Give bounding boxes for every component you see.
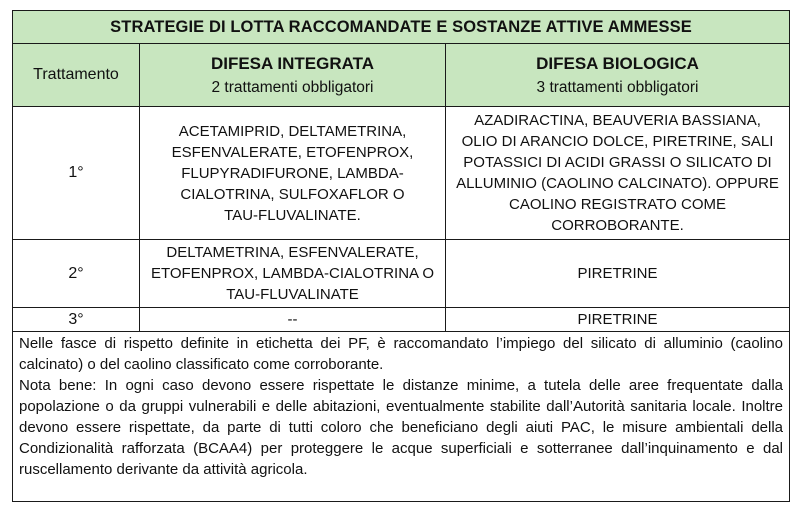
strategies-table-container — [12, 10, 789, 502]
title-row — [13, 11, 790, 44]
table-row — [13, 240, 790, 308]
header-integrata-title: DIFESA INTEGRATA — [210, 53, 375, 73]
header-difesa-biologica — [446, 44, 790, 107]
strategies-table — [12, 10, 790, 502]
notes-row — [13, 332, 790, 502]
trattamento-cell: 2° — [13, 240, 140, 308]
header-biologica-sub: 3 trattamenti obbligatori — [536, 78, 699, 96]
note-paragraph: Nelle fasce di rispetto definite in etichetta dei PF, è raccomandato l’impiego del silicato di alluminio (caolino calcinato) o del caolino classificato come corroborante. — [19, 335, 784, 373]
table-row — [13, 107, 790, 240]
biologica-cell: PIRETRINE — [446, 308, 790, 332]
integrata-cell: DELTAMETRINA, ESFENVALERATE, ETOFENPROX, LAMBDA-CIALOTRINA O TAU-FLUVALINATE — [140, 240, 446, 308]
header-integrata-sub: 2 trattamenti obbligatori — [211, 78, 374, 96]
trattamento-cell: 1° — [13, 107, 140, 240]
notes-cell — [13, 332, 790, 502]
integrata-cell: -- — [140, 308, 446, 332]
biologica-cell: AZADIRACTINA, BEAUVERIA BASSIANA, OLIO DI ARANCIO DOLCE, PIRETRINE, SALI POTASSICI DI ACIDI GRASSI O SILICATO DI ALLUMINIO (CAOLINO CALCINATO). OPPURE CAOLINO REGISTRATO COME CORROBORANTE. — [446, 107, 790, 240]
header-trattamento: Trattamento — [13, 44, 140, 107]
header-biologica-title: DIFESA BIOLOGICA — [536, 53, 699, 73]
note-paragraph: Nota bene: In ogni caso devono essere rispettate le distanze minime, a tutela delle aree frequentate dalla popolazione o da gruppi vulnerabili e delle abitazioni, eventualmente stabilite dall’Autorità sanitaria locale. Inoltre devono essere rispettate, da parte di tutti coloro che beneficiano degli aiuti PAC, le misure ambientali della Condizionalità rafforzata (BCAA4) per proteggere le acque superficiali e sotterranee dall’inquinamento e dal ruscellamento derivante da attività agricola. — [19, 377, 784, 478]
table-title: STRATEGIE DI LOTTA RACCOMANDATE E SOSTANZE ATTIVE AMMESSE — [13, 11, 790, 44]
integrata-cell: ACETAMIPRID, DELTAMETRINA, ESFENVALERATE, ETOFENPROX, FLUPYRADIFURONE, LAMBDA-CIALOTRINA, SULFOXAFLOR O TAU-FLUVALINATE. — [140, 107, 446, 240]
table-row — [13, 308, 790, 332]
header-difesa-integrata — [140, 44, 446, 107]
trattamento-cell: 3° — [13, 308, 140, 332]
biologica-cell: PIRETRINE — [446, 240, 790, 308]
header-row — [13, 44, 790, 107]
